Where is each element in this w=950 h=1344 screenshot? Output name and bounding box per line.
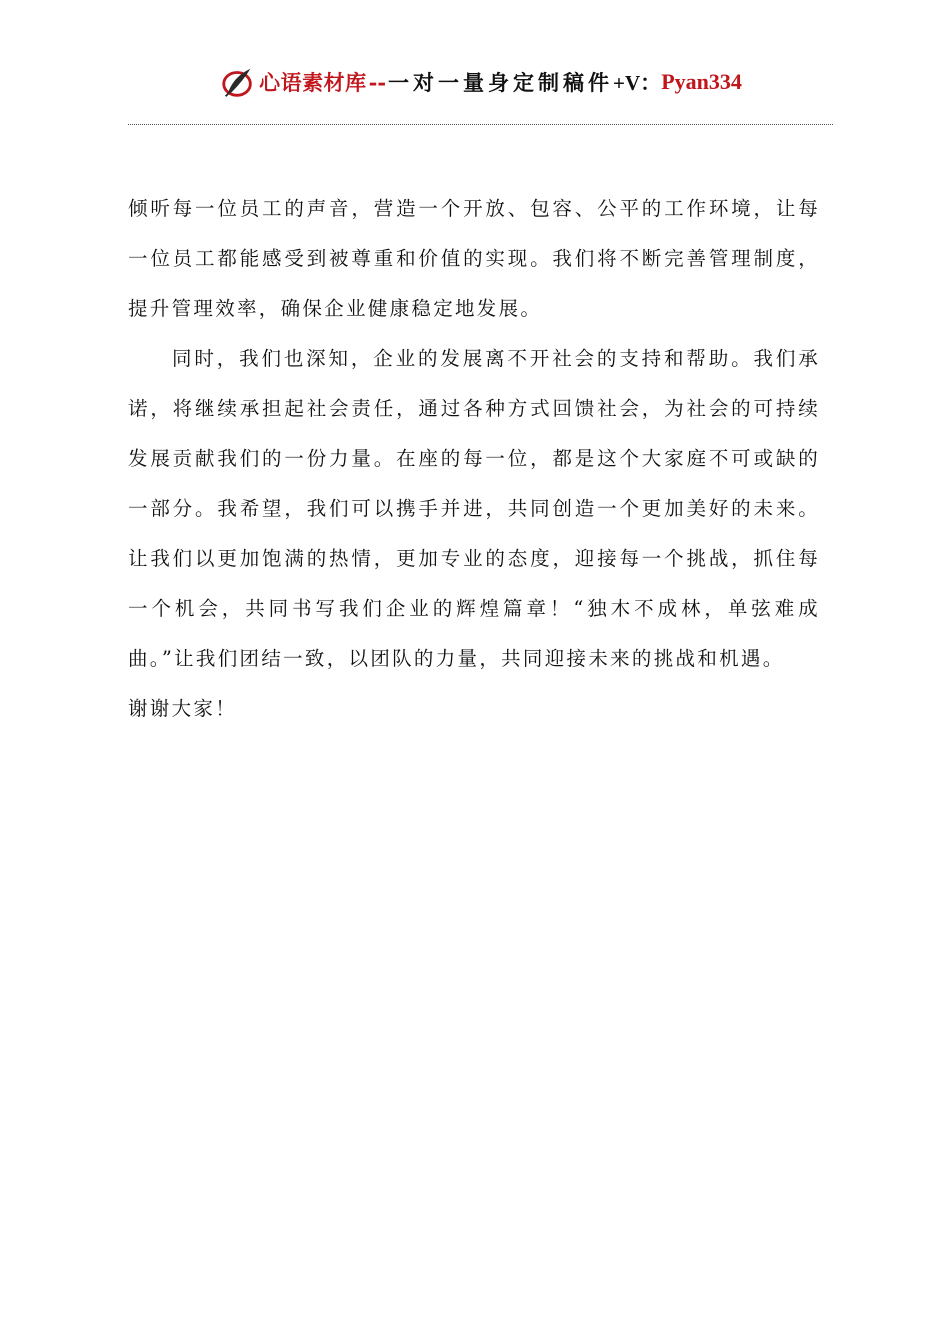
document-body bbox=[128, 184, 820, 734]
quill-pen-logo-icon bbox=[219, 63, 257, 101]
header-separator: -- bbox=[368, 69, 387, 95]
page-header bbox=[128, 60, 833, 104]
header-contact-id: Pyan334 bbox=[661, 69, 742, 94]
paragraph: 同时，我们也深知，企业的发展离不开社会的支持和帮助。我们承诺，将继续承担起社会责任，通过各种方式回馈社会，为社会的可持续发展贡献我们的一份力量。在座的每一位，都是这个大家庭不可或缺的一部分。我希望，我们可以携手并进，共同创造一个更加美好的未来。让我们以更加饱满的热情，更加专业的态度，迎接每一个挑战，抓住每一个机会，共同书写我们企业的辉煌篇章！“独木不成林，单弦难成曲。”让我们团结一致，以团队的力量，共同迎接未来的挑战和机遇。 bbox=[128, 347, 820, 670]
header-contact-label: +V： bbox=[613, 71, 662, 95]
paragraph: 倾听每一位员工的声音，营造一个开放、包容、公平的工作环境，让每一位员工都能感受到被尊重和价值的实现。我们将不断完善管理制度，提升管理效率，确保企业健康稳定地发展。 bbox=[128, 197, 820, 320]
header-divider bbox=[128, 124, 833, 125]
closing-line: 谢谢大家！ bbox=[128, 697, 238, 720]
header-brand: 心语素材库 bbox=[259, 70, 367, 95]
header-slogan: 一对一量身定制稿件 bbox=[388, 70, 614, 95]
